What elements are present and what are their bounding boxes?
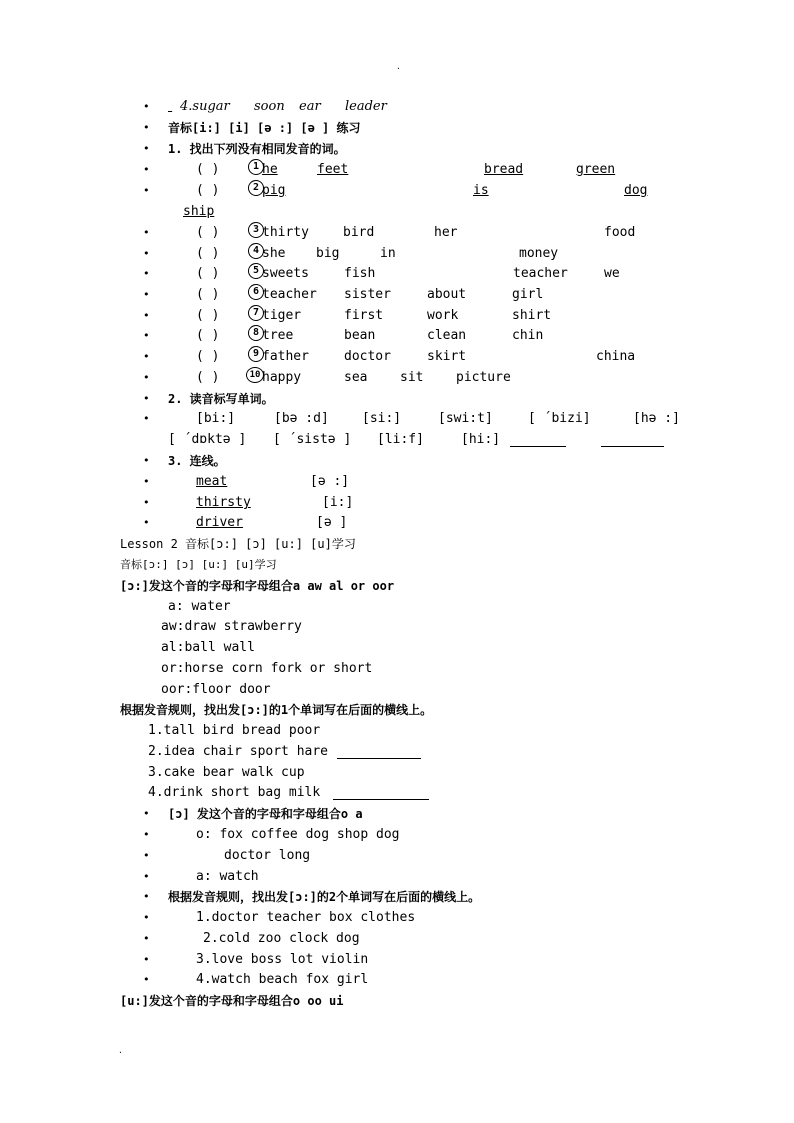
phonetic: [swi:t]	[438, 411, 493, 426]
letter-rule: or:horse corn fork or short	[161, 661, 373, 676]
q1-title: 1. 找出下列没有相同发音的词。	[168, 142, 346, 156]
word: money	[519, 246, 559, 261]
q3-sound: [ə ]	[316, 515, 348, 530]
answer-blank[interactable]	[601, 432, 664, 447]
answer-paren: ( )	[196, 162, 220, 177]
phonetic: [si:]	[362, 411, 402, 426]
word: chin	[512, 328, 544, 343]
header-word: ear	[299, 99, 321, 114]
word: clean	[427, 328, 467, 343]
aw-task: 根据发音规则，找出发[ɔ:]的1个单词写在后面的横线上。	[120, 703, 433, 717]
word: in	[380, 246, 396, 261]
word: bird	[343, 225, 375, 240]
word: big	[316, 246, 340, 261]
task-item: 3.cake bear walk cup	[148, 765, 305, 780]
word: girl	[512, 287, 544, 302]
task-item: 4.watch beach fox girl	[196, 972, 369, 987]
o-task: 根据发音规则，找出发[ɔ:]的2个单词写在后面的横线上。	[168, 890, 481, 904]
item-number-circle: 2	[248, 180, 264, 196]
item-number-circle: 10	[246, 367, 264, 383]
q3-sound: [ə :]	[310, 474, 350, 489]
header-word: leader	[345, 99, 387, 114]
word: sister	[344, 287, 391, 302]
answer-blank[interactable]	[510, 432, 566, 447]
answer-paren: ( )	[196, 370, 220, 385]
lesson2-title: Lesson 2 音标[ɔ:] [ɔ] [u:] [u]学习	[120, 537, 356, 551]
word: sweets	[262, 266, 309, 281]
worksheet-page: . • 4.sugar soon ear leader • 音标[i:] [i] [ə :] [ə ] 练习 • 1. 找出下列没有相同发音的词。 • ( ) 1 he feet bread green • ( ) 2 pig is dog ship • ( ) 3 thirty bird her food • ( ) 4 she big in money • ( ) 5 sweets fish teacher we • ( ) 6 teacher sister about girl • ( ) 7 tiger first work shirt • ( ) 8 tree bean clean chin • ( ) 9 father doctor skirt china • ( ) 10 happy sea sit picture • 2. 读音标写单词。 • [bi:] [bə :d] [si:] [swi:t] [ ´bizi] [hə :] [ ´dɒktə ] [ ´sistə ] [li:f] [hi:] • 3. 连线。 • meat [ə :] • thirsty [i:] • driver [ə ] Lesson 2 音标[ɔ:] [ɔ] [u:] [u]学习 音标[ɔ:] [ɔ] [u:] [u]学习 [ɔ:]发这个音的字母和字母组合a aw al or oor a: water aw:draw strawberry al:ball wall or:horse corn fork or short oor:floor door 根据发音规则，找出发[ɔ:]的1个单词写在后面的横线上。 1.tall bird bread poor 2.idea chair sport hare 3.cake bear walk cup 4.drink short bag milk • [ɔ] 发这个音的字母和字母组合o a • o: fox coffee dog shop dog • doctor long • a: watch • 根据发音规则，找出发[ɔ:]的2个单词写在后面的横线上。 • 1.doctor teacher box clothes • 2.cold zoo clock dog • 3.love boss lot violin • 4.watch beach fox girl [u:]发这个音的字母和字母组合o oo ui .	[118, 62, 680, 1055]
q3-title: 3. 连线。	[168, 454, 226, 468]
page-dot-top: .	[396, 62, 401, 71]
item-number-circle: 6	[248, 284, 264, 300]
o-title: [ɔ] 发这个音的字母和字母组合o a	[168, 807, 363, 821]
word: sit	[400, 370, 424, 385]
letter-rule: doctor long	[224, 848, 311, 863]
answer-paren: ( )	[196, 328, 220, 343]
word: he	[262, 162, 278, 177]
word: doctor	[344, 349, 391, 364]
answer-paren: ( )	[196, 287, 220, 302]
task-item: 3.love boss lot violin	[196, 952, 369, 967]
page-dot-bottom: .	[118, 1046, 123, 1055]
item-number-circle: 1	[248, 159, 264, 175]
header-underline	[168, 99, 386, 115]
word: we	[604, 266, 620, 281]
u-title: [u:]发这个音的字母和字母组合o oo ui	[120, 994, 344, 1008]
word: ship	[183, 204, 215, 219]
answer-paren: ( )	[196, 349, 220, 364]
word: bread	[484, 162, 524, 177]
phonetic: [ ´sistə ]	[273, 432, 352, 447]
word: work	[427, 308, 459, 323]
word: tree	[262, 328, 294, 343]
word: first	[344, 308, 384, 323]
phonetic: [hi:]	[461, 432, 501, 447]
task-item: 2.cold zoo clock dog	[203, 931, 360, 946]
phonetic: [hə :]	[633, 411, 680, 426]
answer-paren: ( )	[196, 183, 220, 198]
word: food	[604, 225, 636, 240]
word: about	[427, 287, 467, 302]
word: skirt	[427, 349, 467, 364]
item-number-circle: 5	[248, 263, 264, 279]
header-word: 4.sugar	[180, 99, 230, 114]
word: shirt	[512, 308, 552, 323]
letter-rule: al:ball wall	[161, 640, 255, 655]
item-number-circle: 4	[248, 243, 264, 259]
task-item: 2.idea chair sport hare	[148, 744, 329, 759]
word: father	[262, 349, 309, 364]
phonetic: [li:f]	[377, 432, 424, 447]
item-number-circle: 7	[248, 305, 264, 321]
letter-rule: aw:draw strawberry	[161, 619, 302, 634]
item-number-circle: 3	[248, 222, 264, 238]
item-number-circle: 8	[248, 325, 264, 341]
aw-title: [ɔ:]发这个音的字母和字母组合a aw al or oor	[120, 579, 395, 593]
word: pig	[262, 183, 286, 198]
phonetic: [ ´bizi]	[528, 411, 591, 426]
task-item: 1.tall bird bread poor	[148, 723, 321, 738]
answer-blank[interactable]	[333, 785, 429, 800]
word: fish	[344, 266, 376, 281]
word: green	[576, 162, 616, 177]
q3-word: thirsty	[196, 495, 251, 510]
lesson2-subtitle: 音标[ɔ:] [ɔ] [u:] [u]学习	[120, 558, 277, 571]
letter-rule: oor:floor door	[161, 682, 271, 697]
word: thirty	[262, 225, 309, 240]
word: bean	[344, 328, 376, 343]
answer-paren: ( )	[196, 266, 220, 281]
word: is	[473, 183, 489, 198]
phonetic: [ ´dɒktə ]	[168, 432, 247, 447]
word: her	[434, 225, 458, 240]
header-word: soon	[254, 99, 285, 114]
phonetic: [bi:]	[196, 411, 236, 426]
word: teacher	[262, 287, 317, 302]
word: happy	[262, 370, 302, 385]
answer-blank[interactable]	[337, 744, 421, 759]
word: tiger	[262, 308, 302, 323]
item-number-circle: 9	[248, 346, 264, 362]
word: sea	[344, 370, 368, 385]
phonetic: [bə :d]	[274, 411, 329, 426]
task-item: 4.drink short bag milk	[148, 785, 321, 800]
answer-paren: ( )	[196, 225, 220, 240]
word: feet	[317, 162, 349, 177]
word: picture	[456, 370, 511, 385]
word: china	[596, 349, 636, 364]
letter-rule: a: watch	[196, 869, 259, 884]
q3-word: meat	[196, 474, 228, 489]
section1-title: 音标[i:] [i] [ə :] [ə ] 练习	[168, 121, 361, 135]
letter-rule: a: water	[168, 599, 231, 614]
word: teacher	[513, 266, 568, 281]
q3-word: driver	[196, 515, 243, 530]
answer-paren: ( )	[196, 308, 220, 323]
word: she	[262, 246, 286, 261]
task-item: 1.doctor teacher box clothes	[196, 910, 416, 925]
answer-paren: ( )	[196, 246, 220, 261]
word: dog	[624, 183, 648, 198]
q2-title: 2. 读音标写单词。	[168, 392, 274, 406]
q3-sound: [i:]	[322, 495, 354, 510]
letter-rule: o: fox coffee dog shop dog	[196, 827, 400, 842]
